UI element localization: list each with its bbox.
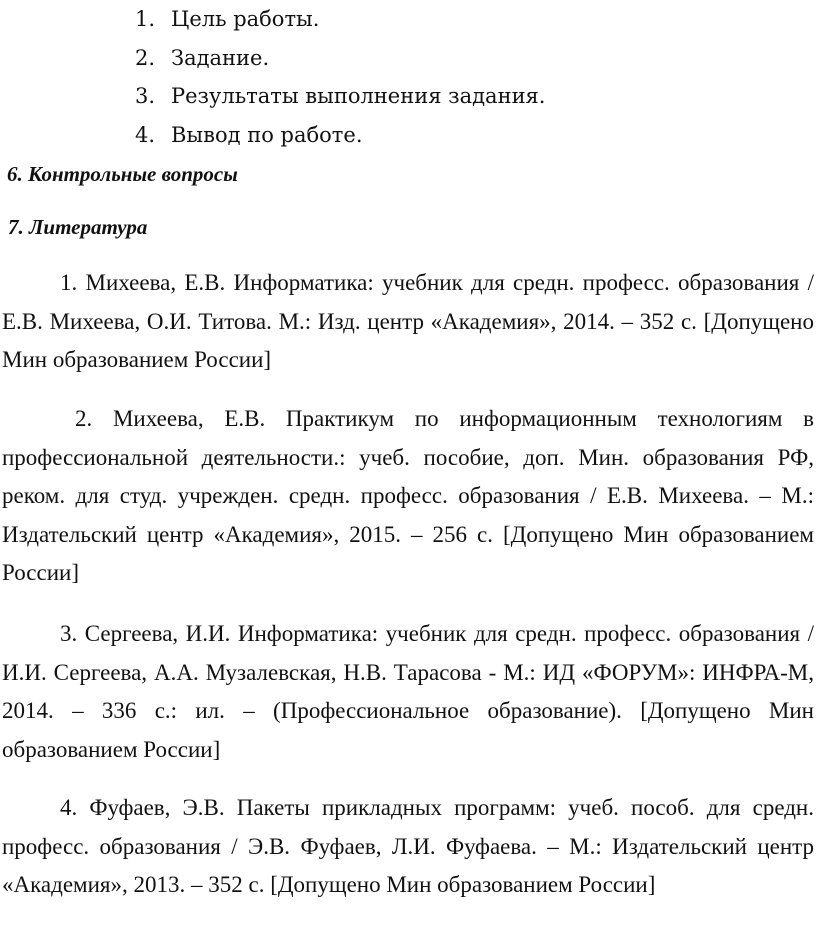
list-item-number: 3. [135, 84, 156, 108]
reference-entry: 4. Фуфаев, Э.В. Пакеты прикладных программ: учеб. пособ. для средн. професс. образования / Э.В. Фуфаев, Л.И. Фуфаева. – М.: Издательский центр «Академия», 2013. – 352 с. [Допущено Мин образованием России] [2, 795, 814, 897]
list-item-number: 2. [135, 45, 156, 70]
reference-entry: 2. Михеева, Е.В. Практикум по информационным технологиям в профессиональной деятельности.: учеб. пособие, доп. Мин. образования РФ, реком. для студ. учрежден. средн. професс. образования / Е.В. Михеева. – М.: Издательский центр «Академия», 2015. – 256 с. [Допущено Мин образованием России] [2, 406, 814, 585]
list-item [135, 39, 545, 78]
list-item-label: Задание. [171, 45, 270, 70]
list-item-label: Результаты выполнения задания. [171, 84, 546, 108]
list-item-label: Цель работы. [171, 7, 320, 31]
list-item-number: 4. [135, 122, 156, 147]
literature-heading: 7. Литература [8, 215, 148, 239]
list-item [135, 0, 545, 39]
control-questions-heading: 6. Контрольные вопросы [7, 162, 238, 186]
reference-entry: 3. Сергеева, И.И. Информатика: учебник для средн. професс. образования / И.И. Сергеева, А.А. Музалевская, Н.В. Тарасова - М.: ИД «ФОРУМ»: ИНФРА-М, 2014. – 336 с.: ил. – (Профессиональное образование). [Допущено Мин образованием России] [2, 621, 814, 762]
list-item [135, 116, 545, 155]
list-item-label: Вывод по работе. [171, 122, 363, 147]
list-item-number: 1. [135, 7, 156, 31]
reference-entry: 1. Михеева, Е.В. Информатика: учебник для средн. професс. образования / Е.В. Михеева, О.И. Титова. М.: Изд. центр «Академия», 2014. – 352 с. [Допущено Мин образованием России] [2, 270, 814, 372]
list-item [135, 77, 545, 116]
report-structure-list [135, 0, 545, 154]
